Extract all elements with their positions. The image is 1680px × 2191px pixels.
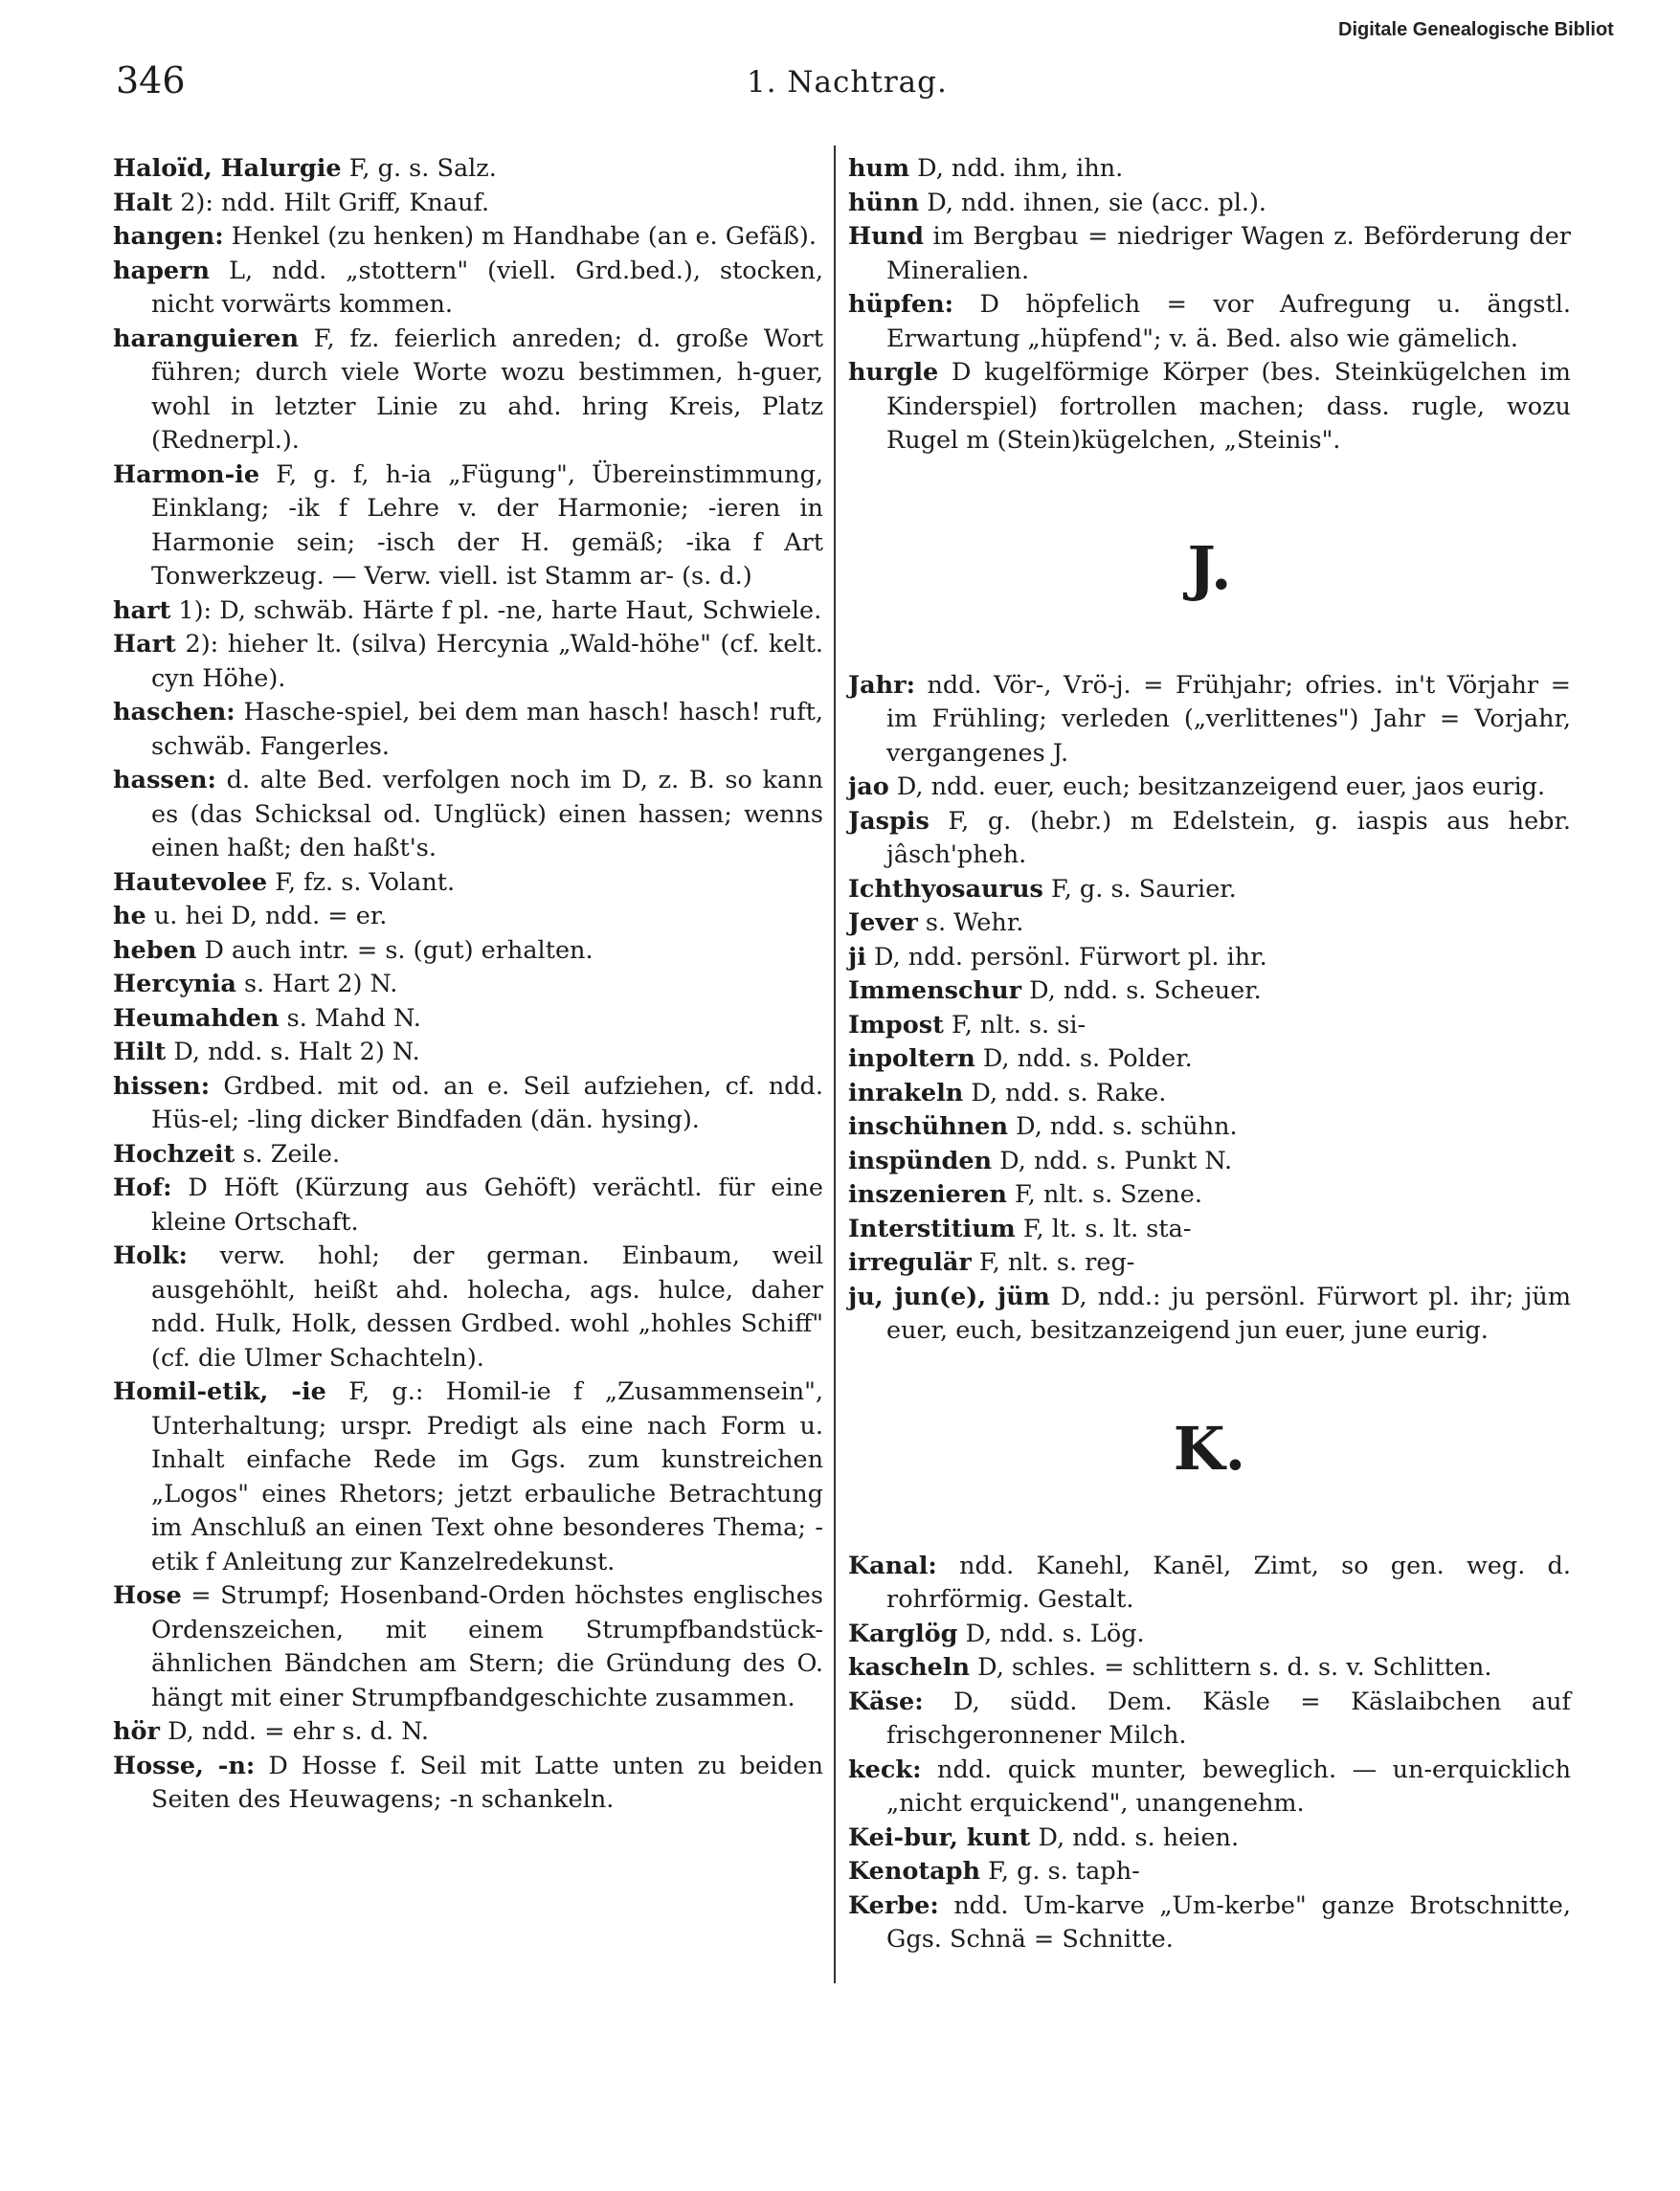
dictionary-entry xyxy=(848,1110,1571,1145)
definition: D kugelförmige Körper (bes. Steinkügelchen im Kinderspiel) fortrollen machen; dass. rugle, wozu Rugel m (Stein)kügelchen, „Steinis". xyxy=(886,358,1571,455)
definition: F, g.: Homil-ie f „Zusammensein", Unterhaltung; urspr. Predigt als eine nach Form u. Inhalt einfache Rede im Ggs. zum kunstreichen „Logos" eines Rhetors; jetzt erbauliche Betrachtung im Anschluß an einen Text ohne besonderes Thema; -etik f Anleitung zur Kanzelredekunst. xyxy=(151,1377,823,1576)
dictionary-entry xyxy=(113,1715,823,1750)
definition: F, fz. s. Volant. xyxy=(267,867,456,897)
definition: s. Hart 2) N. xyxy=(235,970,398,998)
definition: s. Mahd N. xyxy=(279,1003,421,1033)
dictionary-entry xyxy=(113,594,823,629)
dictionary-entry xyxy=(113,255,823,323)
dictionary-entry xyxy=(113,900,823,934)
dictionary-entry xyxy=(848,1754,1571,1822)
headword: Kanal: xyxy=(848,1551,937,1580)
dictionary-entry xyxy=(113,1036,823,1070)
definition: u. hei D, ndd. = er. xyxy=(146,902,388,930)
entries-h xyxy=(848,152,1571,458)
headword: irregulär xyxy=(848,1248,972,1277)
definition: ndd. Um-karve „Um-kerbe" ganze Brotschnitte, Ggs. Schnä = Schnitte. xyxy=(886,1890,1571,1954)
dictionary-entry xyxy=(848,1042,1571,1077)
dictionary-entry xyxy=(848,1246,1571,1281)
dictionary-entry xyxy=(848,1889,1571,1957)
dictionary-entry xyxy=(113,628,823,696)
dictionary-entry xyxy=(848,187,1571,221)
dictionary-entry xyxy=(113,968,823,1002)
headword: inpoltern xyxy=(848,1044,975,1073)
dictionary-entry xyxy=(848,1178,1571,1213)
dictionary-entry xyxy=(848,1077,1571,1111)
watermark: Digitale Genealogische Bibliot xyxy=(1338,19,1614,40)
definition: F, nlt. s. Szene. xyxy=(1006,1180,1202,1209)
headword: hangen: xyxy=(113,222,224,251)
dictionary-entry xyxy=(848,873,1571,907)
dictionary-entry xyxy=(113,323,823,458)
dictionary-entry xyxy=(848,1855,1571,1889)
definition: F, g. s. Salz. xyxy=(341,154,497,183)
headword: hünn xyxy=(848,188,920,217)
right-column xyxy=(848,152,1571,1957)
headword: hapern xyxy=(113,256,211,285)
headword: inspünden xyxy=(848,1146,993,1175)
definition: F, g. (hebr.) m Edelstein, g. iaspis aus hebr. jâsch'pheh. xyxy=(886,806,1571,869)
definition: Hasche-spiel, bei dem man hasch! hasch! ruft, schwäb. Fangerles. xyxy=(151,698,823,761)
headword: Hochzeit xyxy=(113,1139,235,1169)
headword: Harmon-ie xyxy=(113,459,260,489)
dictionary-entry xyxy=(113,1172,823,1240)
definition: D, ndd. s. Scheuer. xyxy=(1021,976,1262,1005)
headword: ju, jun(e), jüm xyxy=(848,1282,1050,1311)
dictionary-entry xyxy=(848,1686,1571,1754)
definition: D, ndd. ihnen, sie (acc. pl.). xyxy=(919,188,1267,217)
definition: 2): ndd. Hilt Griff, Knauf. xyxy=(172,188,490,217)
definition: L, ndd. „stottern" (viell. Grd.bed.), stocken, nicht vorwärts kommen. xyxy=(151,256,823,319)
definition: D, ndd.: ju persönl. Fürwort pl. ihr; jüm euer, euch, besitzanzeigend jun euer, june eurig. xyxy=(886,1282,1571,1345)
definition: ndd. quick munter, beweglich. — un-erquicklich „nicht erquickend", unangenehm. xyxy=(886,1755,1571,1818)
dictionary-entry xyxy=(848,941,1571,975)
dictionary-entry xyxy=(848,1213,1571,1247)
headword: Hose xyxy=(113,1581,182,1610)
headword: hör xyxy=(113,1717,160,1746)
dictionary-entry xyxy=(848,1618,1571,1652)
headword: Impost xyxy=(848,1010,944,1040)
definition: D, südd. Dem. Käsle = Käslaibchen auf frischgeronnener Milch. xyxy=(886,1687,1571,1750)
headword: inschühnen xyxy=(848,1112,1009,1141)
headword: keck: xyxy=(848,1755,922,1784)
headword: Halt xyxy=(113,188,173,217)
dictionary-entry xyxy=(113,458,823,594)
definition: F, g. s. Saurier. xyxy=(1042,874,1237,904)
definition: D, ndd. s. heien. xyxy=(1030,1822,1240,1852)
definition: D, ndd. euer, euch; besitzanzeigend euer, jaos eurig. xyxy=(888,772,1546,801)
headword: Karglög xyxy=(848,1619,958,1648)
definition: D Höft (Kürzung aus Gehöft) verächtl. für eine kleine Ortschaft. xyxy=(151,1174,823,1237)
dictionary-entry xyxy=(113,1070,823,1138)
definition: D, ndd. ihm, ihn. xyxy=(909,154,1124,183)
dictionary-entry xyxy=(848,1550,1571,1618)
dictionary-entry xyxy=(113,866,823,901)
headword: inrakeln xyxy=(848,1078,964,1107)
dictionary-entry xyxy=(848,974,1571,1009)
headword: Hof: xyxy=(113,1174,172,1202)
definition: ndd. Vör-, Vrö-j. = Frühjahr; ofries. in't Vörjahr = im Frühling; verleden („verlittenes") Jahr = Vorjahr, vergangenes J. xyxy=(886,670,1571,768)
headword: Ichthyosaurus xyxy=(848,874,1043,904)
definition: D, ndd. s. Polder. xyxy=(974,1044,1193,1073)
dictionary-entry xyxy=(113,1138,823,1173)
dictionary-entry xyxy=(848,1145,1571,1179)
headword: Hosse, -n: xyxy=(113,1751,256,1780)
dictionary-entry xyxy=(848,356,1571,458)
definition: F, nlt. s. reg- xyxy=(971,1248,1135,1277)
headword: hum xyxy=(848,154,910,183)
headword: hart xyxy=(113,595,171,625)
section-letter-j: J. xyxy=(1187,532,1232,603)
definition: = Strumpf; Hosenband-Orden höchstes englisches Ordenszeichen, mit einem Strumpfbandstück-ähnlichen Bändchen am Stern; die Gründung des O. hängt mit einer Strumpfbandgeschichte zusammen. xyxy=(151,1581,823,1712)
definition: 2): hieher lt. (silva) Hercynia „Wald-höhe" (cf. kelt. cyn Höhe). xyxy=(151,630,823,693)
definition: D, ndd. s. schühn. xyxy=(1008,1112,1238,1141)
dictionary-entry xyxy=(113,764,823,866)
headword: hissen: xyxy=(113,1071,211,1101)
headword: ji xyxy=(848,942,866,972)
headword: heben xyxy=(113,935,197,965)
definition: ndd. Kanehl, Kanēl, Zimt, so gen. weg. d. rohrförmig. Gestalt. xyxy=(886,1551,1571,1614)
dictionary-entry xyxy=(848,669,1571,771)
headword: Hautevolee xyxy=(113,867,268,897)
definition: s. Wehr. xyxy=(917,908,1024,937)
headword: kascheln xyxy=(848,1653,971,1682)
definition: s. Zeile. xyxy=(235,1139,341,1169)
headword: Holk: xyxy=(113,1241,188,1270)
headword: hurgle xyxy=(848,358,939,387)
headword: Jever xyxy=(848,908,918,937)
headword: Haloïd, Halurgie xyxy=(113,154,342,183)
headword: inszenieren xyxy=(848,1180,1007,1209)
headword: he xyxy=(113,902,146,930)
headword: Heumahden xyxy=(113,1003,280,1033)
dictionary-entry xyxy=(848,1822,1571,1856)
definition: D, schles. = schlittern s. d. s. v. Schlitten. xyxy=(970,1653,1492,1682)
left-column xyxy=(113,152,823,1818)
headword: haranguieren xyxy=(113,324,300,353)
dictionary-entry xyxy=(848,1009,1571,1043)
section-letter-k: K. xyxy=(1173,1413,1246,1484)
headword: Homil-etik, -ie xyxy=(113,1377,326,1406)
headword: Kerbe: xyxy=(848,1890,939,1920)
definition: F, nlt. s. si- xyxy=(943,1010,1086,1040)
page-number: 346 xyxy=(116,59,186,101)
headword: Hercynia xyxy=(113,970,236,998)
definition: D, ndd. s. Rake. xyxy=(963,1078,1167,1107)
dictionary-entry xyxy=(113,934,823,969)
definition: d. alte Bed. verfolgen noch im D, z. B. so kann es (das Schicksal od. Unglück) einen hassen; wenns einen haßt; den haßt's. xyxy=(151,766,823,862)
definition: 1): D, schwäb. Härte f pl. -ne, harte Haut, Schwiele. xyxy=(170,595,822,625)
definition: D, ndd. s. Halt 2) N. xyxy=(166,1038,420,1066)
headword: Hund xyxy=(848,222,925,251)
definition: F, fz. feierlich anreden; d. große Wort führen; durch viele Worte wozu bestimmen, h-guer, wohl in letzter Linie zu ahd. hring Kreis, Platz (Rednerpl.). xyxy=(151,324,823,455)
dictionary-entry xyxy=(848,805,1571,873)
dictionary-entry xyxy=(848,1281,1571,1349)
headword: Hilt xyxy=(113,1038,167,1066)
headword: Jahr: xyxy=(848,670,915,700)
definition: F, lt. s. lt. sta- xyxy=(1015,1214,1192,1243)
definition: D, ndd. s. Punkt N. xyxy=(992,1146,1233,1175)
dictionary-entry xyxy=(113,1240,823,1375)
dictionary-entry xyxy=(113,187,823,221)
dictionary-entry xyxy=(848,906,1571,941)
headword: haschen: xyxy=(113,698,235,727)
dictionary-entry xyxy=(113,220,823,255)
dictionary-entry xyxy=(113,1750,823,1818)
definition: D, ndd. = ehr s. d. N. xyxy=(159,1717,430,1746)
definition: verw. hohl; der german. Einbaum, weil ausgehöhlt, heißt ahd. holecha, ags. hulce, daher ndd. Hulk, Holk, dessen Grdbed. wohl „hohles Schiff" (cf. die Ulmer Schachteln). xyxy=(151,1241,823,1373)
headword: Kei-bur, kunt xyxy=(848,1822,1031,1852)
definition: D Hosse f. Seil mit Latte unten zu beiden Seiten des Heuwagens; -n schankeln. xyxy=(151,1751,823,1814)
entries-j xyxy=(848,669,1571,1349)
definition: im Bergbau = niedriger Wagen z. Beförderung der Mineralien. xyxy=(886,222,1571,285)
dictionary-entry xyxy=(113,1375,823,1579)
dictionary-entry xyxy=(848,152,1571,187)
dictionary-entry xyxy=(113,1579,823,1715)
headword: hüpfen: xyxy=(848,290,954,319)
headword: jao xyxy=(848,772,889,801)
column-divider xyxy=(834,145,836,1983)
definition: Grdbed. mit od. an e. Seil aufziehen, cf. ndd. Hüs-el; -ling dicker Bindfaden (dän. hysing). xyxy=(151,1071,823,1134)
definition: D auch intr. = s. (gut) erhalten. xyxy=(196,935,594,965)
headword: Interstitium xyxy=(848,1214,1016,1243)
headword: Hart xyxy=(113,630,176,659)
definition: F, g. f, h-ia „Fügung", Übereinstimmung, Einklang; -ik f Lehre v. der Harmonie; -ieren in Harmonie sein; -isch der H. gemäß; -ika f Art Tonwerkzeug. — Verw. viell. ist Stamm ar- (s. d.) xyxy=(151,459,823,591)
dictionary-entry xyxy=(113,1002,823,1037)
headword: Käse: xyxy=(848,1687,924,1716)
dictionary-entry xyxy=(113,696,823,764)
running-head: 1. Nachtrag. xyxy=(747,65,948,100)
dictionary-entry xyxy=(113,152,823,187)
dictionary-entry xyxy=(848,771,1571,805)
headword: Kenotaph xyxy=(848,1857,981,1886)
headword: Immenschur xyxy=(848,976,1022,1005)
definition: D, ndd. persönl. Fürwort pl. ihr. xyxy=(865,942,1267,972)
definition: D höpfelich = vor Aufregung u. ängstl. Erwartung „hüpfend"; v. ä. Bed. also wie gämelich. xyxy=(886,290,1571,353)
definition: F, g. s. taph- xyxy=(980,1857,1140,1886)
entries-k xyxy=(848,1550,1571,1957)
dictionary-entry xyxy=(848,288,1571,356)
definition: D, ndd. s. Lög. xyxy=(957,1619,1145,1648)
dictionary-entry xyxy=(848,220,1571,288)
headword: hassen: xyxy=(113,766,216,794)
headword: Jaspis xyxy=(848,806,930,836)
dictionary-entry xyxy=(848,1651,1571,1686)
definition: Henkel (zu henken) m Handhabe (an e. Gefäß). xyxy=(223,222,817,251)
